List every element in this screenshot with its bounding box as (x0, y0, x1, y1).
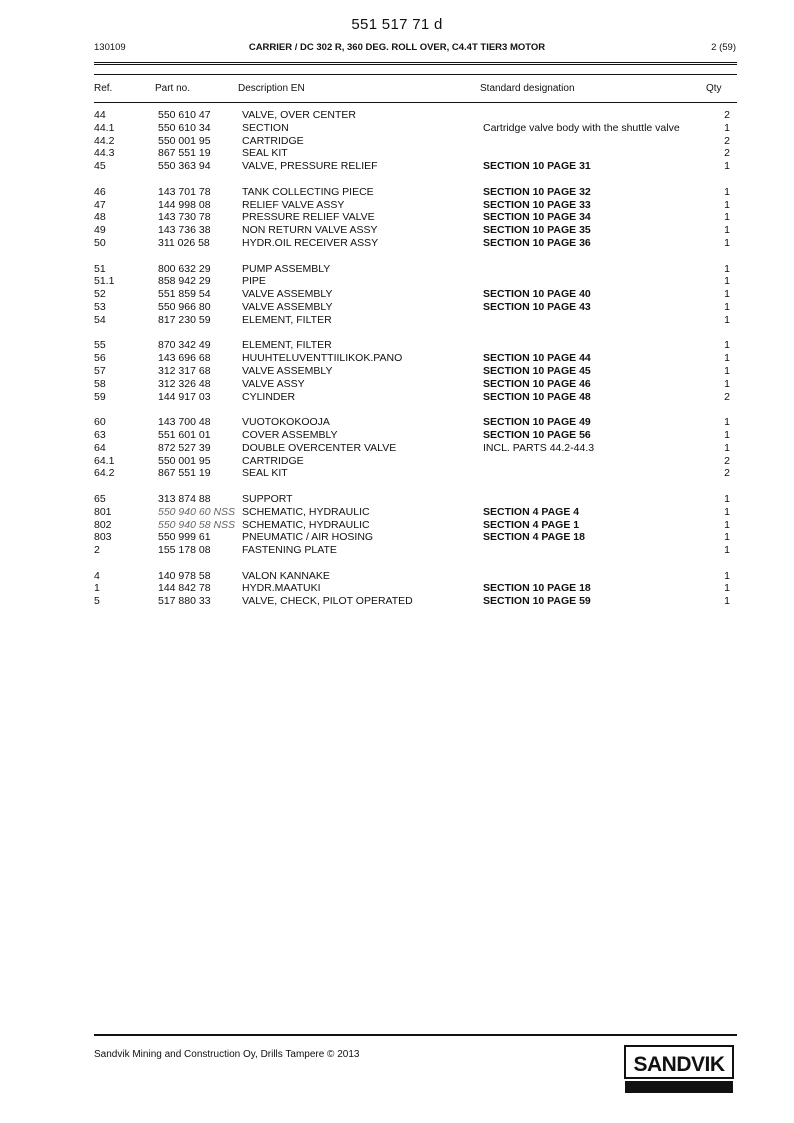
part-number-cell: 870 342 49 (158, 339, 211, 352)
standard-designation-cell (483, 135, 694, 148)
quantity-cell: 1 (724, 185, 730, 198)
quantity-cell: 2 (724, 109, 730, 121)
table-row (94, 570, 730, 583)
quantity-cell: 1 (724, 198, 730, 211)
part-number-cell: 858 942 29 (158, 275, 211, 288)
quantity-cell: 1 (724, 300, 730, 313)
quantity-cell: 2 (724, 390, 730, 403)
part-number-cell: 143 701 78 (158, 185, 211, 198)
row-spacer (94, 173, 730, 186)
standard-designation-cell: SECTION 10 PAGE 49 (483, 416, 591, 429)
ref-cell: 52 (94, 288, 106, 301)
part-number-cell (158, 506, 242, 519)
table-row (94, 365, 730, 378)
table-row (94, 314, 730, 327)
description-cell: VALVE ASSEMBLY (242, 300, 333, 313)
table-row (94, 544, 730, 557)
standard-designation-cell: SECTION 10 PAGE 40 (483, 288, 591, 301)
quantity-cell: 1 (724, 441, 730, 454)
standard-designation-cell: SECTION 4 PAGE 18 (483, 531, 585, 544)
table-row (94, 493, 730, 506)
part-number-cell: 551 859 54 (158, 288, 211, 301)
description-cell: VALVE ASSEMBLY (242, 288, 333, 301)
part-number-cell: 517 880 33 (158, 595, 211, 608)
part-number-cell: 313 874 88 (158, 492, 211, 505)
table-row (94, 135, 730, 148)
description-cell: CARTRIDGE (242, 134, 304, 147)
logo-bar (625, 1081, 733, 1093)
standard-designation-cell (483, 109, 694, 122)
table-row (94, 263, 730, 276)
description-cell: SCHEMATIC, HYDRAULIC (242, 518, 370, 531)
ref-cell: 801 (94, 505, 112, 518)
description-cell: RELIEF VALVE ASSY (242, 198, 345, 211)
ref-cell: 45 (94, 160, 106, 173)
standard-designation-cell: SECTION 10 PAGE 45 (483, 364, 591, 377)
description-cell: FASTENING PLATE (242, 544, 337, 557)
ref-cell: 57 (94, 364, 106, 377)
part-number-cell: 550 999 61 (158, 531, 211, 544)
ref-cell: 63 (94, 428, 106, 441)
description-cell: CYLINDER (242, 390, 296, 403)
quantity-cell: 2 (724, 467, 730, 480)
quantity-cell: 2 (724, 147, 730, 160)
row-spacer-cell (94, 480, 730, 493)
table-row (94, 109, 730, 122)
table-row (94, 211, 730, 224)
description-cell: SEAL KIT (242, 147, 288, 160)
table-row (94, 429, 730, 442)
ref-cell: 44.1 (94, 121, 115, 134)
description-cell: VALVE ASSY (242, 377, 305, 390)
standard-designation-cell: SECTION 10 PAGE 33 (483, 198, 591, 211)
ref-cell: 2 (94, 544, 100, 557)
ref-cell: 49 (94, 224, 106, 237)
part-number-cell: 144 842 78 (158, 582, 211, 595)
standard-designation-cell: SECTION 4 PAGE 4 (483, 505, 580, 518)
standard-designation-cell: SECTION 10 PAGE 32 (483, 185, 591, 198)
standard-designation-cell (483, 263, 694, 276)
quantity-cell: 1 (724, 224, 730, 237)
ref-cell: 64 (94, 441, 106, 454)
document-number: 551 517 71 d (351, 16, 443, 33)
standard-designation-cell: SECTION 10 PAGE 43 (483, 300, 591, 313)
standard-designation-cell: Cartridge valve body with the shuttle valve (483, 121, 680, 134)
quantity-cell: 1 (724, 492, 730, 505)
description-cell: PRESSURE RELIEF VALVE (242, 211, 375, 224)
description-cell: CARTRIDGE (242, 454, 304, 467)
table-row (94, 455, 730, 468)
quantity-cell: 1 (724, 582, 730, 595)
description-cell: HUUHTELUVENTTIILIKOK.PANO (242, 352, 403, 365)
ref-cell: 64.2 (94, 467, 115, 480)
standard-designation-cell (483, 455, 694, 468)
description-cell: HYDR.OIL RECEIVER ASSY (242, 236, 379, 249)
description-cell: VALVE, OVER CENTER (242, 109, 356, 121)
row-spacer-cell (94, 173, 730, 186)
part-number-cell: 311 026 58 (158, 236, 210, 249)
ref-cell: 44 (94, 109, 106, 121)
part-number-nss: 550 940 60 NSS (158, 505, 236, 518)
quantity-cell: 1 (724, 288, 730, 301)
quantity-cell: 1 (724, 518, 730, 531)
table-row (94, 352, 730, 365)
standard-designation-cell: SECTION 10 PAGE 35 (483, 224, 591, 237)
description-cell: VALVE, CHECK, PILOT OPERATED (242, 595, 413, 608)
page-number: 2 (59) (711, 42, 736, 53)
part-number-cell: 143 730 78 (158, 211, 211, 224)
description-cell: PUMP ASSEMBLY (242, 262, 331, 275)
standard-designation-cell: SECTION 10 PAGE 44 (483, 352, 591, 365)
standard-designation-cell: SECTION 10 PAGE 46 (483, 377, 591, 390)
column-header-ref: Ref. (94, 83, 113, 94)
ref-cell: 802 (94, 518, 112, 531)
description-cell: PIPE (242, 275, 266, 288)
part-number-cell: 143 736 38 (158, 224, 211, 237)
description-cell: PNEUMATIC / AIR HOSING (242, 531, 374, 544)
row-spacer (94, 480, 730, 493)
standard-designation-cell (483, 275, 694, 288)
row-spacer (94, 403, 730, 416)
ref-cell: 5 (94, 595, 100, 608)
table-row (94, 416, 730, 429)
ref-cell: 46 (94, 185, 106, 198)
ref-cell: 47 (94, 198, 106, 211)
standard-designation-cell: SECTION 10 PAGE 56 (483, 428, 591, 441)
standard-designation-cell (483, 147, 694, 160)
table-row (94, 595, 730, 608)
row-spacer (94, 557, 730, 570)
ref-cell: 48 (94, 211, 106, 224)
standard-designation-cell (483, 467, 694, 480)
table-row (94, 237, 730, 250)
description-cell: NON RETURN VALVE ASSY (242, 224, 378, 237)
part-number-cell: 550 610 47 (158, 109, 211, 121)
ref-cell: 56 (94, 352, 106, 365)
quantity-cell: 1 (724, 569, 730, 582)
description-cell: SUPPORT (242, 492, 293, 505)
part-number-cell: 867 551 19 (158, 467, 211, 480)
row-spacer-cell (94, 250, 730, 263)
table-row (94, 288, 730, 301)
standard-designation-cell: INCL. PARTS 44.2-44.3 (483, 441, 595, 454)
sandvik-logo (624, 1045, 734, 1095)
quantity-cell: 1 (724, 262, 730, 275)
quantity-cell: 1 (724, 505, 730, 518)
table-row (94, 442, 730, 455)
part-number-cell: 155 178 08 (158, 544, 211, 557)
part-number-cell: 800 632 29 (158, 262, 211, 275)
quantity-cell: 1 (724, 236, 730, 249)
part-number-cell: 550 363 94 (158, 160, 211, 173)
part-number-cell: 144 998 08 (158, 198, 211, 211)
part-number-cell: 817 230 59 (158, 313, 211, 326)
table-row (94, 378, 730, 391)
table-row (94, 186, 730, 199)
description-cell: HYDR.MAATUKI (242, 582, 321, 595)
parts-table-body (94, 109, 730, 608)
standard-designation-cell: SECTION 10 PAGE 31 (483, 160, 591, 173)
ref-cell: 64.1 (94, 454, 115, 467)
standard-designation-cell (483, 339, 694, 352)
table-row (94, 467, 730, 480)
description-cell: VALVE ASSEMBLY (242, 364, 333, 377)
ref-cell: 54 (94, 313, 106, 326)
footer-copyright: Sandvik Mining and Construction Oy, Drills Tampere © 2013 (94, 1049, 360, 1060)
standard-designation-cell (483, 493, 694, 506)
ref-cell: 44.2 (94, 134, 115, 147)
row-spacer-cell (94, 403, 730, 416)
row-spacer (94, 250, 730, 263)
quantity-cell: 1 (724, 364, 730, 377)
standard-designation-cell: SECTION 10 PAGE 36 (483, 236, 591, 249)
description-cell: SEAL KIT (242, 467, 288, 480)
ref-cell: 51 (94, 262, 106, 275)
column-header-description: Description EN (238, 83, 305, 94)
ref-cell: 53 (94, 300, 106, 313)
description-cell: VUOTOKOKOOJA (242, 416, 330, 429)
quantity-cell: 1 (724, 352, 730, 365)
quantity-cell: 1 (724, 211, 730, 224)
parts-table (94, 109, 730, 608)
quantity-cell: 1 (724, 313, 730, 326)
header-rule-bottom (94, 64, 737, 65)
standard-designation-cell: SECTION 10 PAGE 34 (483, 211, 591, 224)
ref-cell: 60 (94, 416, 106, 429)
table-row (94, 506, 730, 519)
part-number-cell: 550 001 95 (158, 134, 211, 147)
quantity-cell: 1 (724, 275, 730, 288)
column-header-rule-top (94, 74, 737, 75)
quantity-cell: 1 (724, 531, 730, 544)
ref-cell: 1 (94, 582, 100, 595)
table-row (94, 531, 730, 544)
quantity-cell: 1 (724, 416, 730, 429)
quantity-cell: 1 (724, 377, 730, 390)
description-cell: SECTION (242, 121, 289, 134)
table-row (94, 301, 730, 314)
part-number-cell (158, 519, 242, 532)
standard-designation-cell: SECTION 10 PAGE 18 (483, 582, 591, 595)
ref-cell: 59 (94, 390, 106, 403)
quantity-cell: 2 (724, 454, 730, 467)
table-row (94, 160, 730, 173)
standard-designation-cell: SECTION 10 PAGE 48 (483, 390, 591, 403)
row-spacer-cell (94, 327, 730, 340)
description-cell: ELEMENT, FILTER (242, 339, 332, 352)
table-row (94, 224, 730, 237)
date-code: 130109 (94, 42, 126, 53)
quantity-cell: 1 (724, 339, 730, 352)
description-cell: COVER ASSEMBLY (242, 428, 338, 441)
ref-cell: 4 (94, 569, 100, 582)
footer-rule (94, 1034, 737, 1036)
table-row (94, 147, 730, 160)
quantity-cell: 1 (724, 428, 730, 441)
table-row (94, 391, 730, 404)
column-header-rule-bottom (94, 102, 737, 103)
column-header-standard: Standard designation (480, 83, 575, 94)
part-number-cell: 872 527 39 (158, 441, 211, 454)
header-rule-top (94, 62, 737, 63)
row-spacer (94, 327, 730, 340)
document-title: CARRIER / DC 302 R, 360 DEG. ROLL OVER, C4.4T TIER3 MOTOR (248, 42, 546, 53)
table-row (94, 519, 730, 532)
standard-designation-cell (483, 570, 694, 583)
quantity-cell: 1 (724, 544, 730, 557)
quantity-cell: 1 (724, 595, 730, 608)
description-cell: TANK COLLECTING PIECE (242, 185, 374, 198)
ref-cell: 803 (94, 531, 112, 544)
standard-designation-cell (483, 544, 694, 557)
part-number-cell: 550 001 95 (158, 454, 211, 467)
ref-cell: 50 (94, 236, 106, 249)
part-number-cell: 551 601 01 (158, 428, 211, 441)
part-number-cell: 867 551 19 (158, 147, 211, 160)
logo-text: SANDVIK (633, 1053, 725, 1076)
part-number-cell: 143 696 68 (158, 352, 211, 365)
part-number-cell: 550 610 34 (158, 121, 211, 134)
row-spacer-cell (94, 557, 730, 570)
part-number-cell: 140 978 58 (158, 569, 211, 582)
ref-cell: 51.1 (94, 275, 115, 288)
description-cell: DOUBLE OVERCENTER VALVE (242, 441, 397, 454)
ref-cell: 65 (94, 492, 106, 505)
part-number-cell: 550 966 80 (158, 300, 211, 313)
column-header-part: Part no. (155, 83, 191, 94)
part-number-cell: 312 326 48 (158, 377, 211, 390)
description-cell: VALON KANNAKE (242, 569, 330, 582)
column-header-qty: Qty (706, 83, 722, 94)
description-cell: ELEMENT, FILTER (242, 313, 332, 326)
quantity-cell: 1 (724, 121, 730, 134)
table-row (94, 582, 730, 595)
ref-cell: 58 (94, 377, 106, 390)
table-row (94, 122, 730, 135)
description-cell: VALVE, PRESSURE RELIEF (242, 160, 378, 173)
ref-cell: 44.3 (94, 147, 115, 160)
quantity-cell: 2 (724, 134, 730, 147)
part-number-cell: 144 917 03 (158, 390, 211, 403)
standard-designation-cell: SECTION 10 PAGE 59 (483, 595, 591, 608)
standard-designation-cell: SECTION 4 PAGE 1 (483, 518, 580, 531)
part-number-cell: 143 700 48 (158, 416, 211, 429)
table-row (94, 275, 730, 288)
ref-cell: 55 (94, 339, 106, 352)
quantity-cell: 1 (724, 160, 730, 173)
table-row (94, 339, 730, 352)
standard-designation-cell (483, 314, 694, 327)
part-number-nss: 550 940 58 NSS (158, 518, 236, 531)
table-row (94, 199, 730, 212)
description-cell: SCHEMATIC, HYDRAULIC (242, 505, 370, 518)
part-number-cell: 312 317 68 (158, 364, 211, 377)
